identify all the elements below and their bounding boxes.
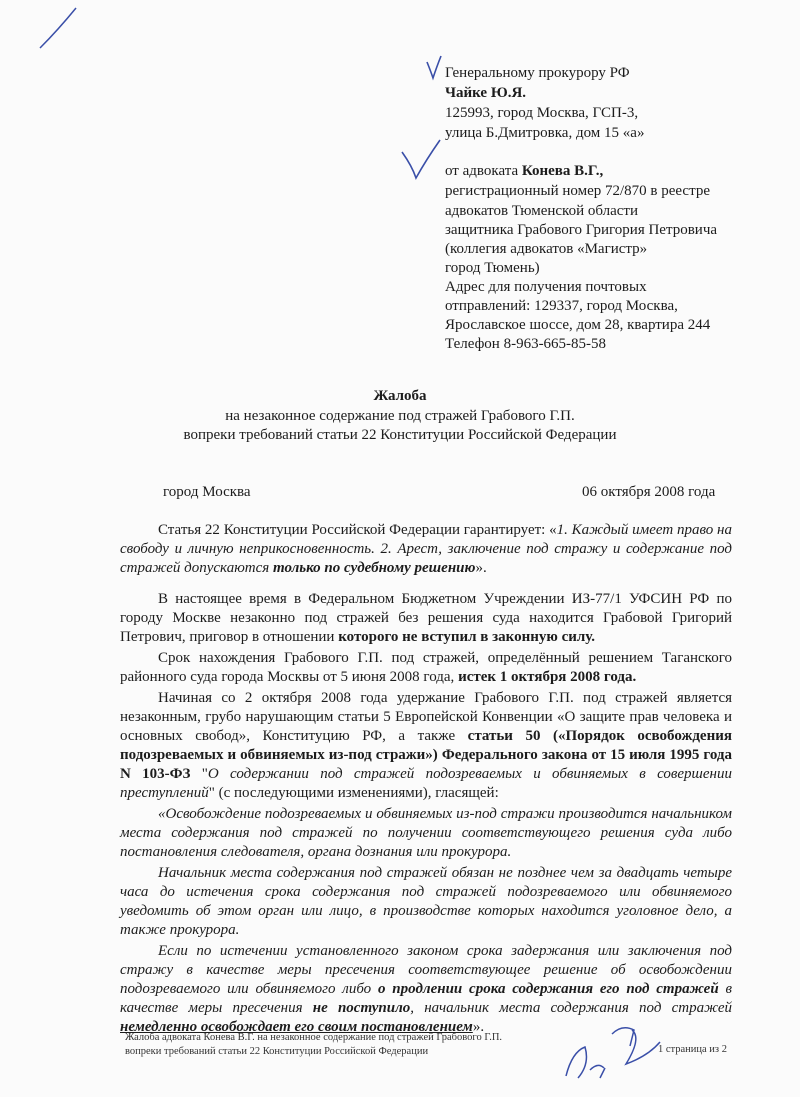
sender-line-10: город Тюмень) — [445, 260, 540, 276]
addressee-line-4: улица Б.Дмитровка, дом 15 «а» — [445, 125, 645, 141]
sender-line-7: адвокатов Тюменской области — [445, 203, 638, 219]
pen-check-2 — [402, 140, 440, 178]
sender-line: от адвоката Конева В.Г., — [445, 163, 604, 179]
sender-line-6: регистрационный номер 72/870 в реестре — [445, 183, 710, 199]
document-title: Жалоба — [373, 388, 427, 404]
sender-line-12: отправлений: 129337, город Москва, — [445, 298, 678, 314]
addressee-line-3: 125993, город Москва, ГСП-3, — [445, 105, 639, 121]
paragraph-2: В настоящее время в Федеральном Бюджетном Учреждении ИЗ-77/1 УФСИН РФ по городу Москве незаконно под стражей без решения суда находится Грабовой Григорий Петрович, приговор в отношении которого не вступил в законную силу. — [120, 591, 732, 645]
addressee-line-1: Генеральному прокурору РФ — [445, 65, 630, 81]
sender-line-8: защитника Грабового Григория Петровича — [445, 222, 718, 238]
footer-caption — [125, 1031, 502, 1059]
sender-line-13: Ярославское шоссе, дом 28, квартира 244 — [445, 317, 711, 333]
place: город Москва — [163, 484, 251, 500]
paragraph-1: Статья 22 Конституции Российской Федерации гарантирует: «1. Каждый имеет право на свободу и личную неприкосновенность. 2. Арест, заключение под стражу и содержание под стражей допускаются только по судебному решению». — [120, 522, 732, 576]
document-subtitle-2: вопреки требований статьи 22 Конституции Российской Федерации — [183, 427, 617, 443]
addressee-name: Чайке Ю.Я. — [445, 85, 527, 101]
quote-paragraph-1: «Освобождение подозреваемых и обвиняемых из-под стражи производится начальником места содержания под стражей по получении соответствующего решения суда либо постановления следователя, органа дознания или прокурора. — [120, 806, 732, 860]
footer-line-2: вопреки требований статьи 22 Конституции Российской Федерации — [125, 1046, 429, 1057]
sender-line-11: Адрес для получения почтовых — [445, 279, 647, 295]
paragraph-3: Срок нахождения Грабового Г.П. под стражей, определённый решением Таганского районного суда города Москвы от 5 июня 2008 года, истек 1 октября 2008 года. — [120, 650, 732, 685]
sender-phone: Телефон 8-963-665-85-58 — [445, 336, 607, 352]
pen-check-1 — [427, 56, 441, 78]
page-number: 1 страница из 2 — [658, 1044, 727, 1055]
pen-stroke-top-left — [40, 8, 76, 48]
date: 06 октября 2008 года — [582, 484, 716, 500]
document-subtitle-1: на незаконное содержание под стражей Грабового Г.П. — [225, 408, 575, 424]
footer-line-1: Жалоба адвоката Конева В.Г. на незаконное содержание под стражей Грабового Г.П. — [125, 1032, 503, 1043]
document-body — [120, 521, 732, 1037]
quote-paragraph-3: Если по истечении установленного законом срока задержания или заключения под стражу в качестве меры пресечения соответствующее решение об освобождении подозреваемого или обвиняемого либо о продлении срока содержания его под стражей в качестве меры пресечения не поступило, начальник места содержания под стражей немедленно освобождает его своим постановлением». — [120, 943, 733, 1035]
sender-line-9: (коллегия адвокатов «Магистр» — [445, 241, 648, 257]
quote-paragraph-2: Начальник места содержания под стражей обязан не позднее чем за двадцать четыре часа до истечения срока содержания под стражей подозреваемого или обвиняемого уведомить об этом орган или лицо, в производстве которых находится уголовное дело, а также прокурора. — [120, 865, 732, 938]
paragraph-4: Начиная со 2 октября 2008 года удержание Грабового Г.П. под стражей является незаконным, грубо нарушающим статьи 5 Европейской Конвенции «О защите прав человека и основных свобод», Конституцию РФ, а также статьи 50 («Порядок освобождения подозреваемых и обвиняемых из-под стражи») Федерального закона от 15 июля 1995 года N 103-ФЗ "О содержании под стражей подозреваемых и обвиняемых в совершении преступлений" (с последующими изменениями), гласящей: — [120, 690, 732, 801]
